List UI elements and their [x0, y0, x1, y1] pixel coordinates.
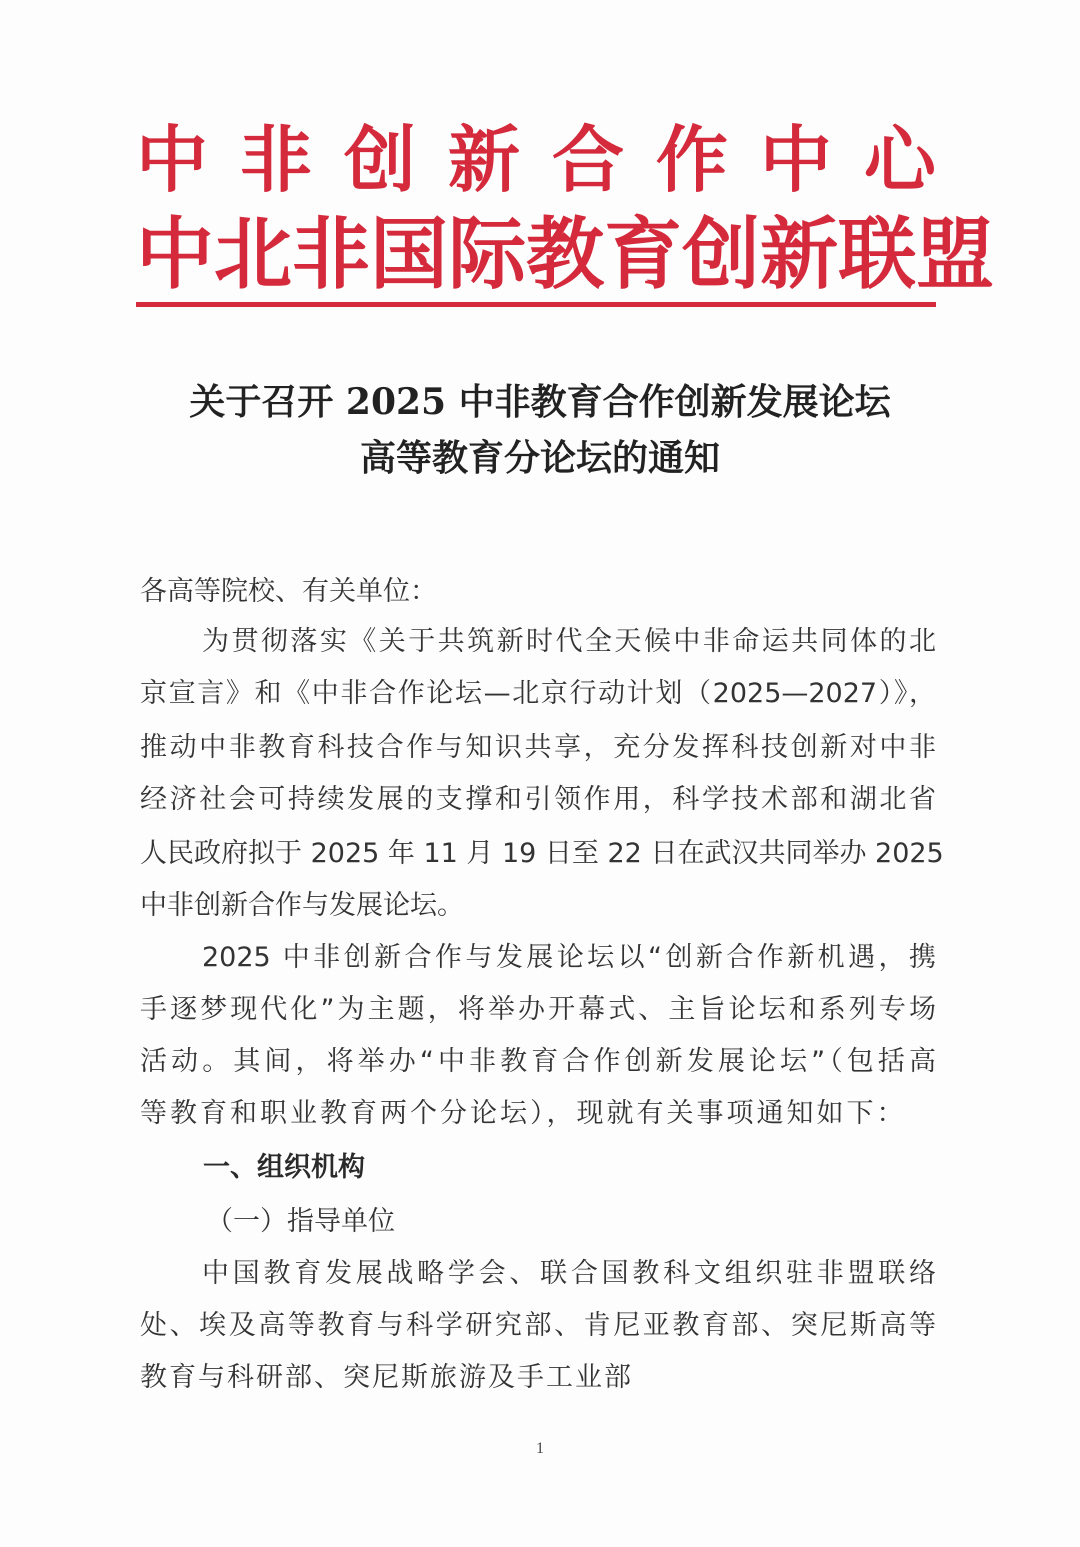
masthead-char: 心 — [863, 117, 936, 202]
paragraph-1-line: 推动中非教育科技合作与知识共享，充分发挥科技创新对中非 — [140, 732, 936, 763]
paragraph-1-line: 京宣言》和《中非合作论坛—北京行动计划（2025—2027）》， — [140, 678, 936, 709]
masthead-org-1 — [136, 117, 936, 202]
masthead-char: 中 — [136, 209, 215, 300]
masthead-char: 新 — [447, 117, 520, 202]
paragraph-3-line: 中国教育发展战略学会、联合国教科文组织驻非盟联络 — [202, 1258, 936, 1289]
masthead-char: 教 — [526, 209, 605, 300]
document-title-line-1: 关于召开 2025 中非教育合作创新发展论坛 — [189, 381, 891, 423]
paragraph-1-line: 经济社会可持续发展的支撑和引领作用，科学技术部和湖北省 — [140, 784, 936, 815]
paragraph-2-line: 2025 中非创新合作与发展论坛以“创新合作新机遇，携 — [202, 942, 936, 973]
masthead-char: 国 — [370, 209, 449, 300]
masthead-char: 盟 — [916, 209, 995, 300]
masthead-org-2 — [136, 209, 995, 300]
masthead-char: 北 — [214, 209, 293, 300]
masthead-char: 新 — [760, 209, 839, 300]
masthead-char: 中 — [759, 117, 832, 202]
document-title-line-2: 高等教育分论坛的通知 — [359, 437, 720, 479]
masthead-char: 际 — [448, 209, 527, 300]
masthead-char: 中 — [136, 117, 209, 202]
section-heading: 一、组织机构 — [203, 1152, 365, 1183]
paragraph-3-line: 教育与科研部、突尼斯旅游及手工业部 — [140, 1362, 633, 1393]
page-number: 1 — [536, 1440, 544, 1457]
masthead-char: 育 — [604, 209, 683, 300]
masthead-char: 非 — [292, 209, 371, 300]
masthead-char: 联 — [838, 209, 917, 300]
subsection-heading: （一）指导单位 — [206, 1206, 395, 1237]
masthead-char: 非 — [239, 117, 312, 202]
masthead-red-rule — [136, 302, 936, 307]
salutation: 各高等院校、有关单位： — [140, 576, 437, 607]
masthead-char: 合 — [551, 117, 624, 202]
paragraph-2-line: 等教育和职业教育两个分论坛），现就有关事项通知如下： — [140, 1098, 907, 1129]
paragraph-2-line: 手逐梦现代化”为主题，将举办开幕式、主旨论坛和系列专场 — [140, 994, 936, 1025]
paragraph-1-line: 中非创新合作与发展论坛。 — [140, 890, 464, 921]
paragraph-3-line: 处、埃及高等教育与科学研究部、肯尼亚教育部、突尼斯高等 — [140, 1310, 936, 1341]
masthead-char: 创 — [682, 209, 761, 300]
paragraph-1-line: 人民政府拟于 2025 年 11 月 19 日至 22 日在武汉共同举办 2025 — [140, 838, 944, 869]
paragraph-2-line: 活动。其间，将举办“中非教育合作创新发展论坛”（包括高 — [140, 1046, 936, 1077]
paragraph-1-line: 为贯彻落实《关于共筑新时代全天候中非命运共同体的北 — [202, 626, 936, 657]
masthead-char: 创 — [343, 117, 416, 202]
masthead-char: 作 — [655, 117, 728, 202]
